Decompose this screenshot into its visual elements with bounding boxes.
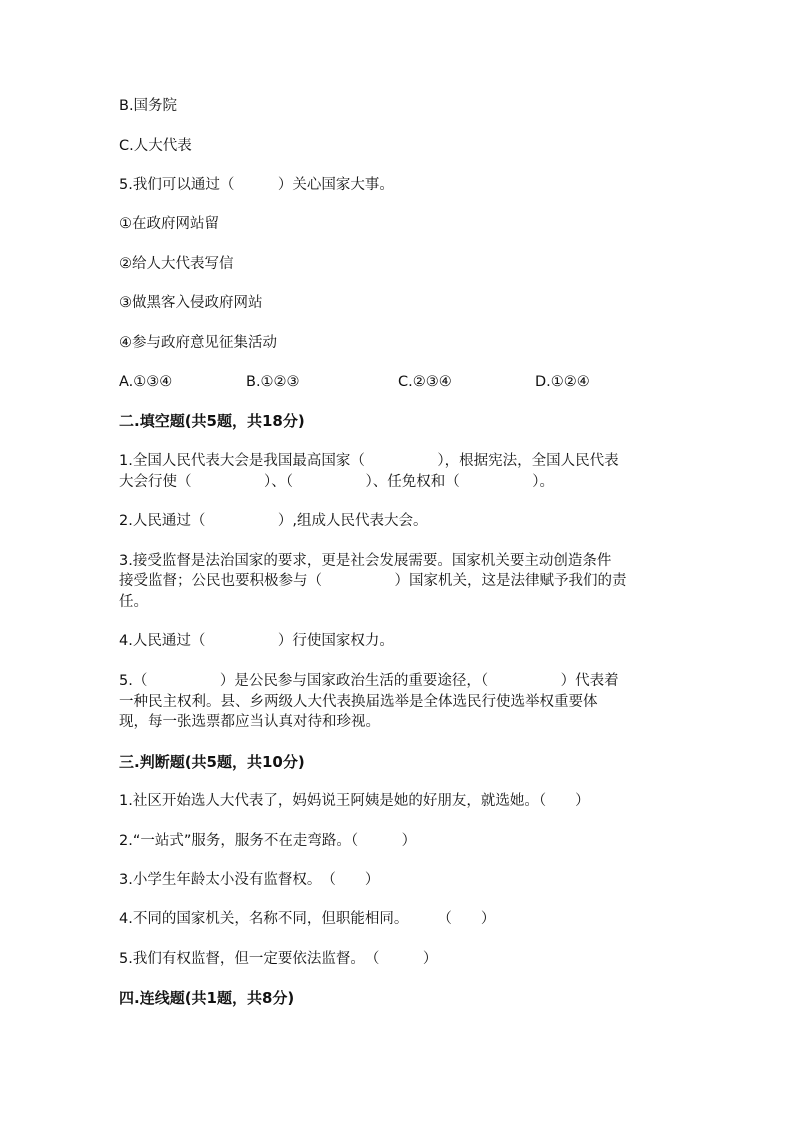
q5-stem: 5.我们可以通过（ ）关心国家大事。 (119, 177, 394, 193)
fill-section-heading: 二.填空题(共5题，共18分) (119, 412, 305, 430)
q5-choice-d: D.①②④ (535, 374, 590, 390)
q5-item-1: ①在政府网站留 (119, 216, 219, 232)
fill-q5-line3: 现，每一张选票都应当认真对待和珍视。 (119, 714, 380, 730)
judge-section-heading: 三.判断题(共5题，共10分) (119, 753, 305, 771)
q5-choice-a: A.①③④ (119, 374, 173, 390)
fill-q4: 4.人民通过（ ）行使国家权力。 (119, 633, 394, 649)
match-section-heading: 四.连线题(共1题，共8分) (119, 989, 295, 1007)
fill-q3-line2: 接受监督；公民也要积极参与（ ）国家机关，这是法律赋予我们的责 (119, 573, 627, 589)
q4-option-b: B.国务院 (119, 98, 178, 114)
judge-item-3: 3.小学生年龄太小没有监督权。 （ ） (119, 872, 380, 888)
q5-choice-c: C.②③④ (398, 374, 452, 390)
fill-q1-line1: 1.全国人民代表大会是我国最高国家（ ），根据宪法，全国人民代表 (119, 453, 619, 469)
judge-item-4: 4.不同的国家机关，名称不同，但职能相同。 （ ） (119, 911, 496, 927)
q5-item-2: ②给人大代表写信 (119, 256, 234, 272)
fill-q1-line2: 大会行使（ ）、（ ）、任免权和（ ）。 (119, 474, 554, 490)
fill-q3-line1: 3.接受监督是法治国家的要求，更是社会发展需要。国家机关要主动创造条件 (119, 553, 612, 569)
fill-q3-line3: 任。 (119, 594, 148, 610)
fill-q2: 2.人民通过（ ）,组成人民代表大会。 (119, 513, 428, 529)
q4-option-c: C.人大代表 (119, 138, 192, 154)
fill-q5-line1: 5.（ ）是公民参与国家政治生活的重要途径，（ ）代表着 (119, 673, 619, 689)
judge-item-2: 2.“一站式”服务，服务不在走弯路。（ ） (119, 833, 417, 849)
q5-choice-b: B.①②③ (246, 374, 300, 390)
q5-item-4: ④参与政府意见征集活动 (119, 335, 277, 351)
q5-item-3: ③做黑客入侵政府网站 (119, 295, 263, 311)
judge-item-5: 5.我们有权监督，但一定要依法监督。 （ ） (119, 951, 438, 967)
judge-item-1: 1.社区开始选人大代表了，妈妈说王阿姨是她的好朋友，就选她。（ ） (119, 793, 590, 809)
fill-q5-line2: 一种民主权利。县、乡两级人大代表换届选举是全体选民行使选举权重要体 (119, 694, 598, 710)
